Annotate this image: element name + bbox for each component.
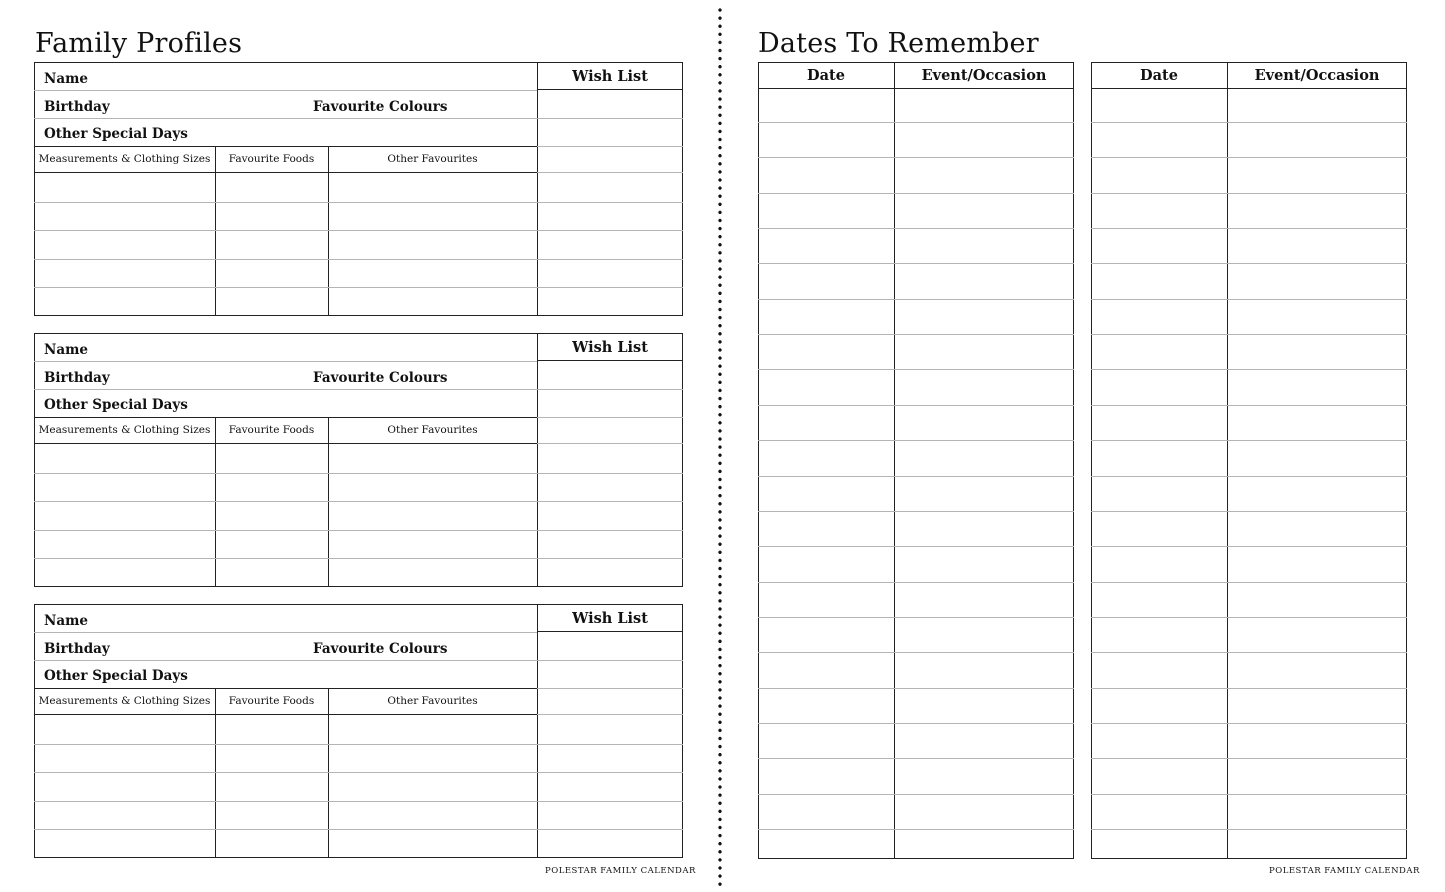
favourites-row-line[interactable] (34, 202, 683, 203)
dates-column-divider (1227, 62, 1228, 859)
dates-row-line[interactable] (758, 794, 1074, 795)
dates-row-line[interactable] (1091, 617, 1407, 618)
wish-list-header-line (537, 631, 683, 632)
wish-list-divider (537, 604, 538, 858)
favourites-row-line[interactable] (34, 772, 683, 773)
dates-row-line[interactable] (758, 193, 1074, 194)
name-line[interactable] (34, 90, 537, 91)
favourite-colours-label: Favourite Colours (313, 641, 448, 657)
dates-row-line[interactable] (758, 511, 1074, 512)
favourite-colours-label: Favourite Colours (313, 99, 448, 115)
wish-list-line[interactable] (537, 660, 683, 661)
dates-row-line[interactable] (758, 122, 1074, 123)
dates-row-line[interactable] (758, 263, 1074, 264)
dates-row-line[interactable] (1091, 511, 1407, 512)
event-column-header: Event/Occasion (921, 67, 1047, 84)
dates-row-line[interactable] (1091, 546, 1407, 547)
dates-row-line[interactable] (1091, 476, 1407, 477)
wish-list-label: Wish List (572, 610, 648, 627)
dates-row-line[interactable] (1091, 334, 1407, 335)
page-title-family-profiles: Family Profiles (35, 28, 243, 59)
other-favourites-header: Other Favourites (387, 153, 478, 165)
dates-row-line[interactable] (1091, 794, 1407, 795)
dates-row-line[interactable] (758, 546, 1074, 547)
wish-list-label: Wish List (572, 339, 648, 356)
wish-list-header-line (537, 89, 683, 90)
favourites-row-line[interactable] (34, 287, 683, 288)
birthday-line[interactable] (34, 118, 537, 119)
wish-list-line[interactable] (537, 146, 683, 147)
dates-row-line[interactable] (1091, 122, 1407, 123)
date-column-header: Date (807, 67, 845, 84)
special-days-line[interactable] (34, 146, 537, 147)
dates-row-line[interactable] (758, 440, 1074, 441)
wish-list-line[interactable] (537, 688, 683, 689)
wish-list-line[interactable] (537, 172, 683, 173)
favourites-row-line[interactable] (34, 230, 683, 231)
column-divider (215, 146, 216, 316)
dates-row-line[interactable] (758, 334, 1074, 335)
favourite-colours-label: Favourite Colours (313, 370, 448, 386)
birthday-label: Birthday (44, 641, 110, 657)
other-favourites-header: Other Favourites (387, 695, 478, 707)
wish-list-label: Wish List (572, 68, 648, 85)
subheader-line (34, 443, 537, 444)
column-divider (215, 688, 216, 858)
favourites-row-line[interactable] (34, 829, 683, 830)
wish-list-divider (537, 333, 538, 587)
favourites-row-line[interactable] (34, 801, 683, 802)
dates-row-line[interactable] (1091, 369, 1407, 370)
favourite-foods-header: Favourite Foods (228, 153, 315, 165)
dates-row-line[interactable] (1091, 758, 1407, 759)
column-divider (328, 688, 329, 858)
wish-list-line[interactable] (537, 417, 683, 418)
dates-row-line[interactable] (1091, 440, 1407, 441)
dates-table (1091, 62, 1407, 859)
wish-list-divider (537, 62, 538, 316)
favourites-row-line[interactable] (34, 530, 683, 531)
favourites-row-line[interactable] (34, 501, 683, 502)
binding-divider (718, 6, 722, 888)
dates-row-line[interactable] (758, 723, 1074, 724)
favourites-row-line[interactable] (34, 744, 683, 745)
footer-left: POLESTAR FAMILY CALENDAR (545, 866, 696, 876)
dates-row-line[interactable] (1091, 228, 1407, 229)
dates-row-line[interactable] (758, 652, 1074, 653)
dates-row-line[interactable] (1091, 688, 1407, 689)
dates-row-line[interactable] (1091, 299, 1407, 300)
page-title-dates-to-remember: Dates To Remember (758, 28, 1039, 59)
measurements-header: Measurements & Clothing Sizes (38, 695, 211, 707)
wish-list-header-line (537, 360, 683, 361)
special-days-line[interactable] (34, 688, 537, 689)
birthday-label: Birthday (44, 99, 110, 115)
wish-list-line[interactable] (537, 389, 683, 390)
name-label: Name (44, 71, 88, 87)
footer-right: POLESTAR FAMILY CALENDAR (1269, 866, 1420, 876)
special-days-label: Other Special Days (44, 397, 188, 413)
favourites-row-line[interactable] (34, 473, 683, 474)
dates-row-line[interactable] (758, 758, 1074, 759)
dates-row-line[interactable] (758, 405, 1074, 406)
subheader-line (34, 172, 537, 173)
event-column-header: Event/Occasion (1254, 67, 1380, 84)
dates-column-divider (894, 62, 895, 859)
dates-row-line[interactable] (1091, 652, 1407, 653)
dates-row-line[interactable] (1091, 157, 1407, 158)
column-divider (215, 417, 216, 587)
dates-row-line[interactable] (758, 582, 1074, 583)
birthday-label: Birthday (44, 370, 110, 386)
favourites-row-line[interactable] (34, 558, 683, 559)
dates-row-line[interactable] (1091, 193, 1407, 194)
dates-header-line (1091, 88, 1407, 89)
dates-row-line[interactable] (758, 829, 1074, 830)
birthday-line[interactable] (34, 660, 537, 661)
measurements-header: Measurements & Clothing Sizes (38, 424, 211, 436)
name-label: Name (44, 613, 88, 629)
dates-row-line[interactable] (758, 617, 1074, 618)
birthday-line[interactable] (34, 389, 537, 390)
dates-row-line[interactable] (1091, 263, 1407, 264)
column-divider (328, 146, 329, 316)
subheader-line (34, 714, 537, 715)
dates-row-line[interactable] (758, 476, 1074, 477)
dates-row-line[interactable] (1091, 582, 1407, 583)
name-line[interactable] (34, 632, 537, 633)
date-column-header: Date (1140, 67, 1178, 84)
wish-list-line[interactable] (537, 118, 683, 119)
special-days-line[interactable] (34, 417, 537, 418)
dates-row-line[interactable] (1091, 829, 1407, 830)
other-favourites-header: Other Favourites (387, 424, 478, 436)
dates-row-line[interactable] (758, 228, 1074, 229)
wish-list-line[interactable] (537, 443, 683, 444)
wish-list-line[interactable] (537, 714, 683, 715)
measurements-header: Measurements & Clothing Sizes (38, 153, 211, 165)
dates-row-line[interactable] (758, 157, 1074, 158)
dates-row-line[interactable] (1091, 723, 1407, 724)
column-divider (328, 417, 329, 587)
favourite-foods-header: Favourite Foods (228, 424, 315, 436)
special-days-label: Other Special Days (44, 668, 188, 684)
name-label: Name (44, 342, 88, 358)
dates-row-line[interactable] (758, 299, 1074, 300)
favourites-row-line[interactable] (34, 259, 683, 260)
favourite-foods-header: Favourite Foods (228, 695, 315, 707)
dates-row-line[interactable] (758, 688, 1074, 689)
dates-row-line[interactable] (758, 369, 1074, 370)
dates-header-line (758, 88, 1074, 89)
name-line[interactable] (34, 361, 537, 362)
dates-row-line[interactable] (1091, 405, 1407, 406)
dates-table (758, 62, 1074, 859)
special-days-label: Other Special Days (44, 126, 188, 142)
